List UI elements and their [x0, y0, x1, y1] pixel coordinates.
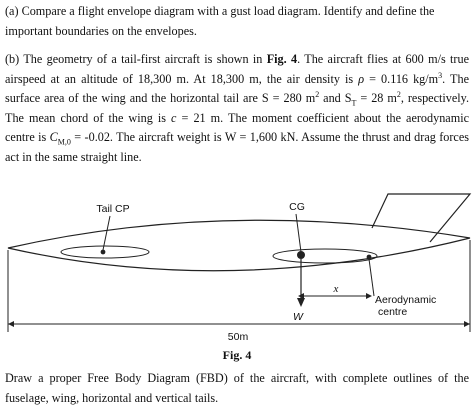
- mean-chord-text: , respectively. The mean chord of the wing is: [5, 91, 470, 125]
- figure-caption: Fig. 4: [222, 348, 252, 362]
- tail-area-exponent: 2: [396, 90, 401, 100]
- part-b-text: [5, 50, 469, 168]
- tail-cp-point: [101, 250, 106, 255]
- cg-symbol: [297, 251, 305, 259]
- length-arrow-left: [8, 321, 14, 327]
- aircraft-diagram: [0, 190, 474, 350]
- wing-outline: [273, 249, 377, 263]
- aerodynamic-centre-point: [367, 255, 372, 260]
- tail-area-subscript: T: [351, 98, 357, 108]
- part-b-flight-conditions: . The aircraft flies at 600 m/s true airspeed at an altitude of 18,300 m. At 18,300 m, the air density is: [5, 52, 469, 86]
- x-dimension-arrow-right: [366, 293, 372, 299]
- length-arrow-right: [464, 321, 470, 327]
- cg-label: CG: [289, 201, 305, 213]
- part-a-line-1: (a) Compare a flight envelope diagram with a gust load diagram. Identify and define the: [5, 4, 435, 18]
- part-a-text: [5, 2, 469, 41]
- tail-area-symbol: and S: [319, 91, 352, 106]
- density-value: = 0.116 kg/m: [364, 71, 439, 86]
- tail-area-value: = 28 m: [356, 91, 397, 106]
- vertical-tail-outline: [372, 194, 470, 242]
- fuselage-outline: [8, 220, 470, 271]
- aircraft-geometry-figure: [0, 190, 474, 350]
- length-label: 50m: [227, 331, 249, 343]
- density-symbol: ρ: [358, 71, 365, 86]
- chord-symbol: c: [171, 110, 177, 125]
- figure-reference: Fig. 4: [266, 52, 298, 66]
- weight-arrow-head: [297, 298, 305, 307]
- aerodynamic-centre-label-2: centre: [378, 306, 408, 318]
- aerodynamic-centre-label-1: Aerodynamic: [375, 294, 437, 306]
- moment-coefficient-text: = 21 m. The moment coefficient about the aerodynamic centre is: [5, 110, 469, 145]
- wing-area-exponent: 2: [315, 90, 320, 100]
- tail-cp-label: Tail CP: [96, 203, 130, 215]
- moment-coefficient-subscript: M,0: [57, 137, 71, 147]
- density-exponent: 3: [438, 70, 443, 80]
- aerodynamic-centre-leader: [369, 259, 374, 296]
- wing-area-text: . The surface area of the wing and the horizontal tail are S = 280 m: [5, 71, 469, 106]
- weight-and-assumption-text: = -0.02. The aircraft weight is W = 1,600 kN. Assume the thrust and drag forces act in the same straight line.: [5, 130, 469, 164]
- weight-label: W: [293, 311, 303, 323]
- closing-instruction: Draw a proper Free Body Diagram (FBD) of the aircraft, with complete outlines of the fuselage, wing, horizontal and vertical tails.: [5, 371, 469, 405]
- x-label: x: [333, 283, 339, 295]
- part-a-line-2: important boundaries on the envelopes.: [5, 23, 197, 38]
- cg-leader: [296, 214, 301, 252]
- moment-coefficient-symbol: C: [49, 130, 58, 145]
- tail-cp-leader: [103, 216, 110, 250]
- part-b-intro: (b) The geometry of a tail-first aircraft is shown in: [5, 52, 267, 66]
